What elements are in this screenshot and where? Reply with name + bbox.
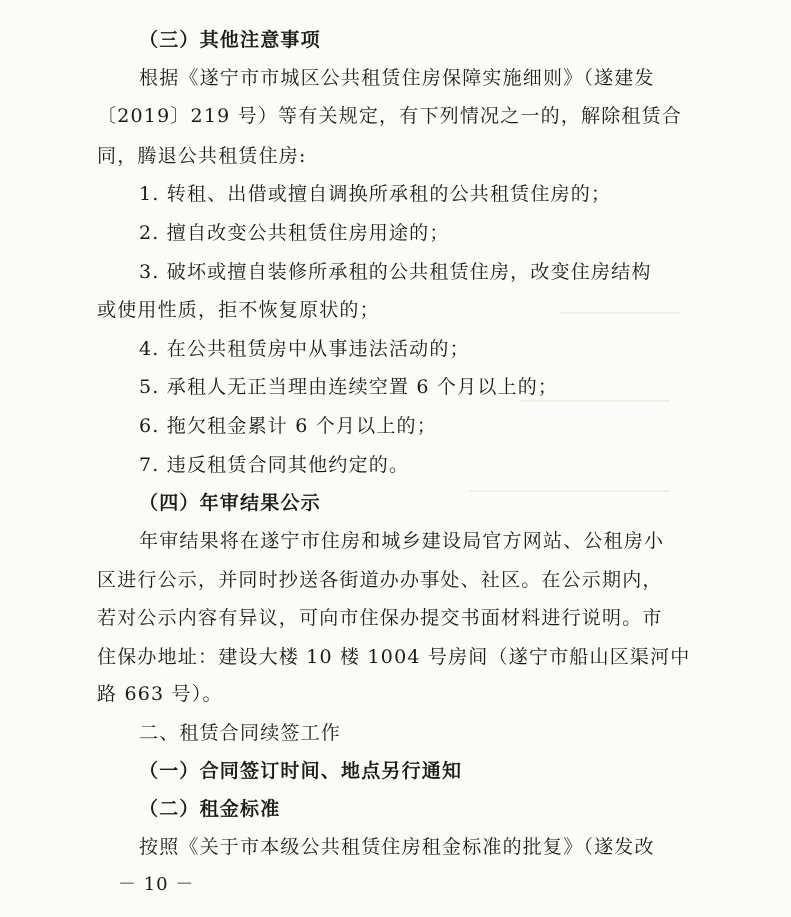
paragraph-line: 若对公示内容有异议，可向市住保办提交书面材料进行说明。市	[97, 607, 663, 629]
section-heading: 二、租赁合同续签工作	[139, 722, 342, 744]
paragraph-line: 〔2019〕219 号）等有关规定，有下列情况之一的，解除租赁合	[97, 105, 683, 127]
paragraph-line: 根据《遂宁市市城区公共租赁住房保障实施细则》（遂建发	[139, 67, 655, 89]
show-through-mark	[520, 400, 670, 402]
paragraph-line: 年审结果将在遂宁市住房和城乡建设局官方网站、公租房小	[139, 530, 665, 552]
list-item: 2. 擅自改变公共租赁住房用途的；	[139, 222, 450, 244]
paragraph-line: 按照《关于市本级公共租赁住房租金标准的批复》（遂发改	[139, 836, 655, 858]
paragraph-line: 路 663 号）。	[97, 683, 223, 705]
list-item: 3. 破坏或擅自装修所承租的公共租赁住房，改变住房结构	[139, 261, 652, 283]
show-through-mark	[560, 312, 680, 314]
section-heading: （三）其他注意事项	[139, 29, 321, 51]
list-item-continuation: 或使用性质，拒不恢复原状的；	[97, 299, 380, 321]
list-item: 4. 在公共租赁房中从事违法活动的；	[139, 338, 470, 360]
list-item: 1. 转租、出借或擅自调换所承租的公共租赁住房的；	[139, 183, 612, 205]
paragraph-line: 区进行公示，并同时抄送各街道办办事处、社区。在公示期内，	[97, 569, 663, 591]
paragraph-line: 住保办地址：建设大楼 10 楼 1004 号房间（遂宁市船山区渠河中	[97, 646, 691, 668]
section-heading: （四）年审结果公示	[139, 492, 321, 514]
subsection-heading: （二）租金标准	[139, 798, 281, 820]
show-through-mark	[470, 490, 670, 492]
page-number: － 10 －	[118, 874, 195, 895]
paragraph-line: 同，腾退公共租赁住房:	[97, 145, 307, 167]
list-item: 7. 违反租赁合同其他约定的。	[139, 454, 410, 476]
subsection-heading: （一）合同签订时间、地点另行通知	[139, 760, 463, 782]
list-item: 5. 承租人无正当理由连续空置 6 个月以上的；	[139, 376, 559, 398]
list-item: 6. 拖欠租金累计 6 个月以上的；	[139, 415, 437, 437]
